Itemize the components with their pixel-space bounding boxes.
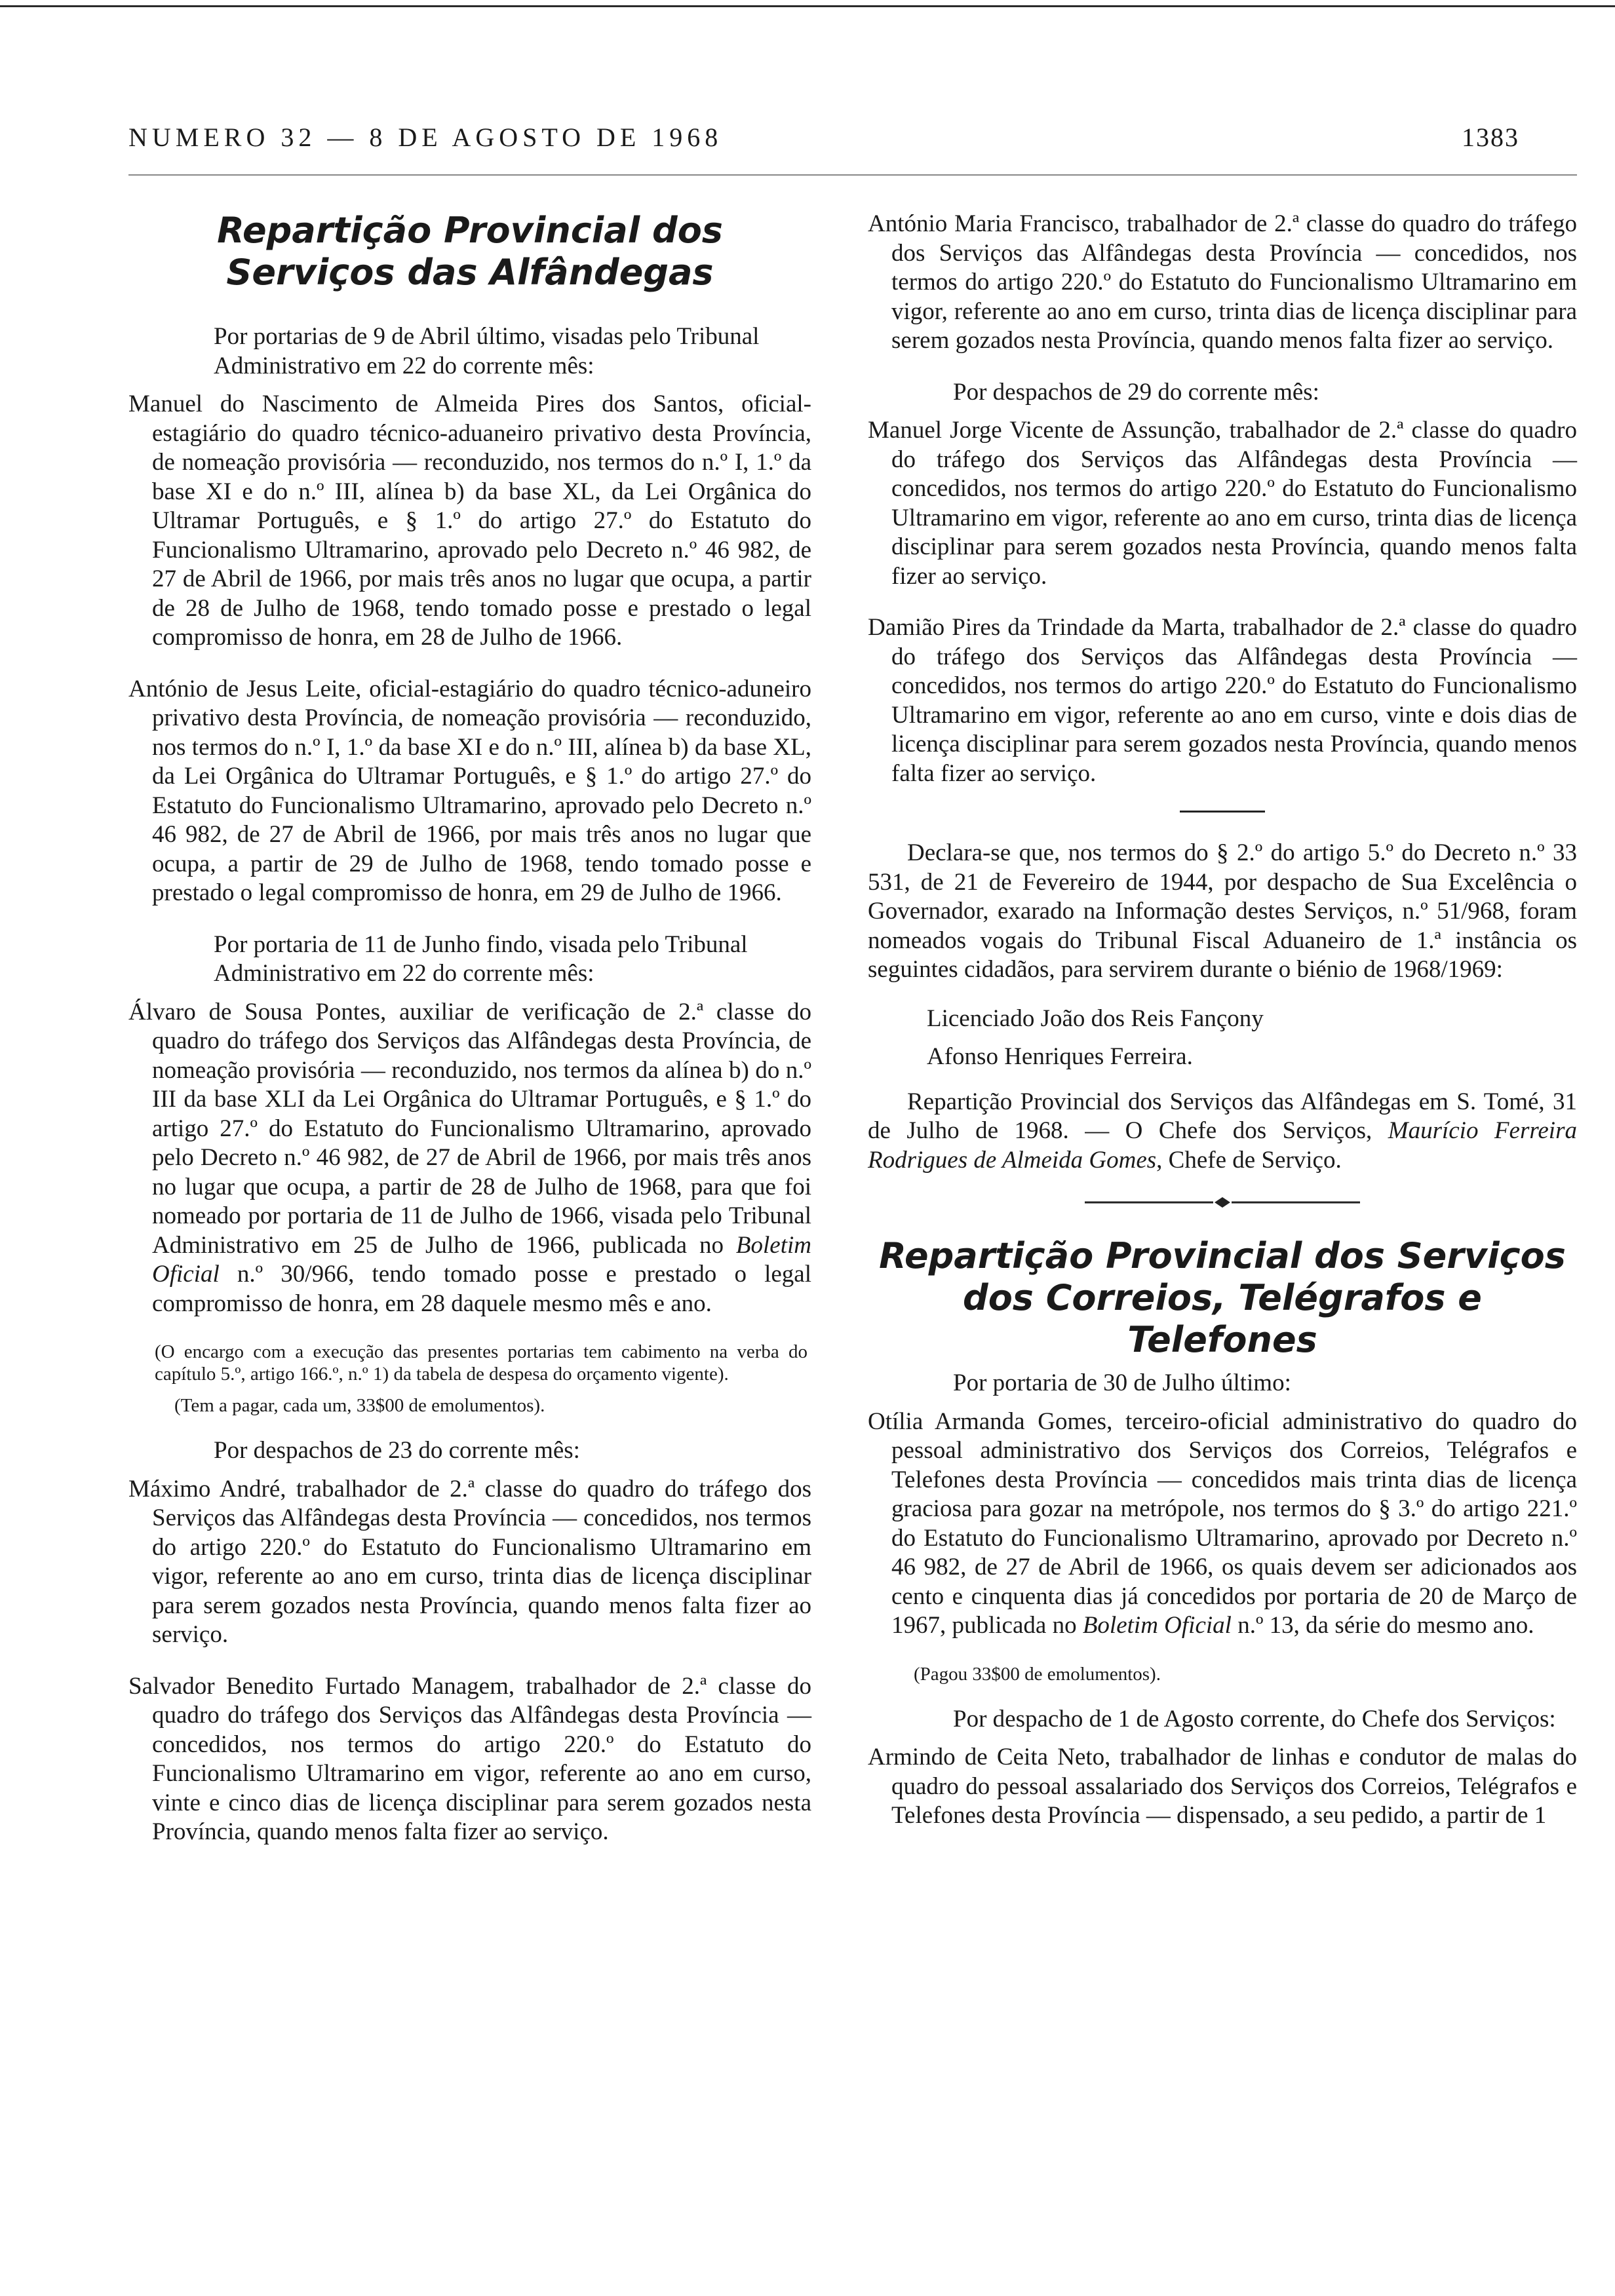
section-title-alfandegas: Repartição Provincial dos Serviços das Alfândegas xyxy=(217,210,723,293)
top-border-line xyxy=(0,5,1615,7)
entry-otilia-text-a: Otília Armanda Gomes, terceiro-oficial administrativo do quadro do pessoal administrativo dos Serviços dos Correios, Telégrafos e Telefones desta Província — concedidos mais trinta dias de licença graciosa para gozar na metrópole, nos termos do § 3.º do artigo 221.º do Estatuto do Funcionalismo Ultramarino, aprovado por Decreto n.º 46 982, de 27 de Abril de 1966, os quais devem ser adicionados aos cento e cinquenta dias já concedidos por portaria de 20 de Março de 1967, publicada no xyxy=(868,1407,1577,1639)
entry-maximo-andre: Máximo André, trabalhador de 2.ª classe do quadro do tráfego dos Serviços das Alfândegas desta Província — concedidos, nos termos do artigo 220.º do Estatuto do Funcionalismo Ultramarino em vigor, referente ao ano em curso, trinta dias de licença disciplinar para serem gozados nesta Província, quando menos falta fizer ao serviço. xyxy=(128,1475,811,1648)
diamond-rule-icon xyxy=(1085,1189,1360,1215)
signature-text-b: , Chefe de Serviço. xyxy=(1156,1146,1342,1174)
signature-text-a: Repartição Provincial dos Serviços das Alfândegas em S. Tomé, 31 de Julho de 1968. — O Chefe dos Serviços, xyxy=(868,1088,1577,1144)
issue-line: NUMERO 32 — 8 DE AGOSTO DE 1968 xyxy=(128,123,723,152)
entry-armindo-neto: Armindo de Ceita Neto, trabalhador de linhas e condutor de malas do quadro do pessoal assalariado dos Serviços dos Correios, Telégrafos e Telefones desta Província — dispensado, a seu pedido, a partir de 1 xyxy=(868,1744,1577,1829)
entry-antonio-francisco: António Maria Francisco, trabalhador de 2.ª classe do quadro do tráfego dos Serviços das Alfândegas desta Província — concedidos, nos termos do artigo 220.º do Estatuto do Funcionalismo Ultramarino em vigor, referente ao ano em curso, trinta dias de licença disciplinar para serem gozados nesta Província, quando menos falta fizer ao serviço. xyxy=(868,210,1577,354)
entry-damiao-marta: Damião Pires da Trindade da Marta, trabalhador de 2.ª classe do quadro do tráfego dos Serviços das Alfândegas desta Província — concedidos, nos termos do artigo 220.º do Estatuto do Funcionalismo Ultramarino em vigor, referente ao ano em curso, vinte e dois dias de licença disciplinar para serem gozados nesta Província, quando menos falta fizer ao serviço. xyxy=(868,614,1577,787)
signature-paragraph xyxy=(868,1088,1577,1176)
signatory-name: Maurício Ferreira Rodrigues de Almeida Gomes xyxy=(868,1117,1577,1174)
ornament-divider xyxy=(1085,1189,1360,1215)
intro-despachos-29: Por despachos de 29 do corrente mês: xyxy=(953,378,1319,406)
entry-antonio-leite: António de Jesus Leite, oficial-estagiário do quadro técnico-aduneiro privativo desta Província, de nomeação provisória — reconduzido, nos termos do n.º I, 1.º da base XI e do n.º III, alínea b) da base XL, da Lei Orgânica do Ultramar Português, e § 1.º do artigo 27.º do Estatuto do Funcionalismo Ultramarino, aprovado pelo Decreto n.º 46 982, de 27 de Abril de 1966, por mais três anos no lugar que ocupa, a partir de 29 de Julho de 1968, tendo tomado posse e prestado o legal compromisso de honra, em 29 de Julho de 1966. xyxy=(128,675,811,906)
page-number: 1383 xyxy=(1462,123,1519,152)
separator-dash xyxy=(1180,811,1265,813)
entry-otilia-gomes xyxy=(868,1407,1577,1641)
right-column xyxy=(868,210,1577,1853)
appointee-ferreira: Afonso Henriques Ferreira. xyxy=(927,1043,1193,1070)
entry-salvador-managem: Salvador Benedito Furtado Managem, trabalhador de 2.ª classe do quadro do tráfego dos Serviços das Alfândegas desta Província — concedidos, nos termos do artigo 220.º do Estatuto do Funcionalismo Ultramarino em vigor, referente ao ano em curso, vinte e cinco dias de licença disciplinar para serem gozados nesta Província, quando menos falta fizer ao serviço. xyxy=(128,1672,811,1845)
intro-despachos-23: Por despachos de 23 do corrente mês: xyxy=(214,1437,580,1464)
emolumentos-note: (Tem a pagar, cada um, 33$00 de emolumentos). xyxy=(174,1395,545,1416)
intro-portaria-30-julho: Por portaria de 30 de Julho último: xyxy=(953,1369,1291,1396)
declaration-paragraph: Declara-se que, nos termos do § 2.º do artigo 5.º do Decreto n.º 33 531, de 21 de Fevereiro de 1944, por despacho de Sua Excelência o Governador, exarado na Informação destes Serviços, n.º 51/968, foram nomeados vogais do Tribunal Fiscal Aduaneiro de 1.ª instância os seguintes cidadãos, para servirem durante o biénio de 1968/1969: xyxy=(868,839,1577,983)
entry-alvaro-text-b: n.º 30/966, tendo tomado posse e prestado o legal compromisso de honra, em 28 daquele mesmo mês e ano. xyxy=(152,1261,811,1317)
boletim-oficial-ref-2: Boletim Oficial xyxy=(1082,1612,1232,1639)
header-rule xyxy=(128,174,1577,176)
boletim-oficial-ref: Boletim Oficial xyxy=(152,1231,811,1288)
intro-portaria-11-junho: Por portaria de 11 de Junho findo, visada pelo Tribunal Administrativo em 22 do corrente mês: xyxy=(214,930,748,987)
appointee-fancony: Licenciado João dos Reis Fançony xyxy=(927,1004,1264,1032)
entry-alvaro-text-a: Álvaro de Sousa Pontes, auxiliar de verificação de 2.ª classe do quadro do tráfego dos Serviços das Alfândegas desta Província, de nomeação provisória — reconduzido, nos termos da alínea b) do n.º III da base XLI da Lei Orgânica do Ultramar Português, e § 1.º do artigo 27.º do Estatuto do Funcionalismo Ultramarino, aprovado pelo Decreto n.º 46 982, de 27 de Abril de 1966, por mais três anos no lugar que ocupa, a partir de 28 de Julho de 1968, para que foi nomeado por portaria de 11 de Julho de 1966, visada pelo Tribunal Administrativo em 25 de Julho de 1966, publicada no xyxy=(128,998,811,1259)
intro-despacho-1-agosto: Por despacho de 1 de Agosto corrente, do Chefe dos Serviços: xyxy=(953,1705,1556,1732)
pagou-note: (Pagou 33$00 de emolumentos). xyxy=(914,1663,1161,1685)
section-title-correios: Repartição Provincial dos Serviços dos Correios, Telégrafos e Telefones xyxy=(879,1235,1566,1360)
entry-alvaro-pontes xyxy=(128,998,811,1319)
page-header xyxy=(128,122,1519,168)
intro-portarias-9-abril: Por portarias de 9 de Abril último, visadas pelo Tribunal Administrativo em 22 do corrente mês: xyxy=(214,323,760,379)
entry-manuel-santos: Manuel do Nascimento de Almeida Pires dos Santos, oficial-estagiário do quadro técnico-aduaneiro privativo desta Província, de nomeação provisória — reconduzido, nos termos do n.º I, 1.º da base XI e do n.º III, alínea b) da base XL, da Lei Orgânica do Ultramar Português, e § 1.º do artigo 27.º do Estatuto do Funcionalismo Ultramarino, aprovado pelo Decreto n.º 46 982, de 27 de Abril de 1966, por mais três anos no lugar que ocupa, a partir de 28 de Julho de 1968, tendo tomado posse e prestado o legal compromisso de honra, em 28 de Julho de 1966. xyxy=(128,391,811,651)
entry-otilia-text-b: n.º 13, da série do mesmo ano. xyxy=(1231,1612,1534,1639)
entry-manuel-assuncao: Manuel Jorge Vicente de Assunção, trabalhador de 2.ª classe do quadro do tráfego dos Serviços das Alfândegas desta Província — concedidos, nos termos do artigo 220.º do Estatuto do Funcionalismo Ultramarino em vigor, referente ao ano em curso, trinta dias de licença disciplinar para serem gozados nesta Província, quando menos falta fizer ao serviço. xyxy=(868,417,1577,590)
left-column xyxy=(128,210,811,1869)
encargo-note: (O encargo com a execução das presentes portarias tem cabimento na verba do capítulo 5.º, artigo 166.º, n.º 1) da tabela de despesa do orçamento vigente). xyxy=(155,1341,808,1385)
